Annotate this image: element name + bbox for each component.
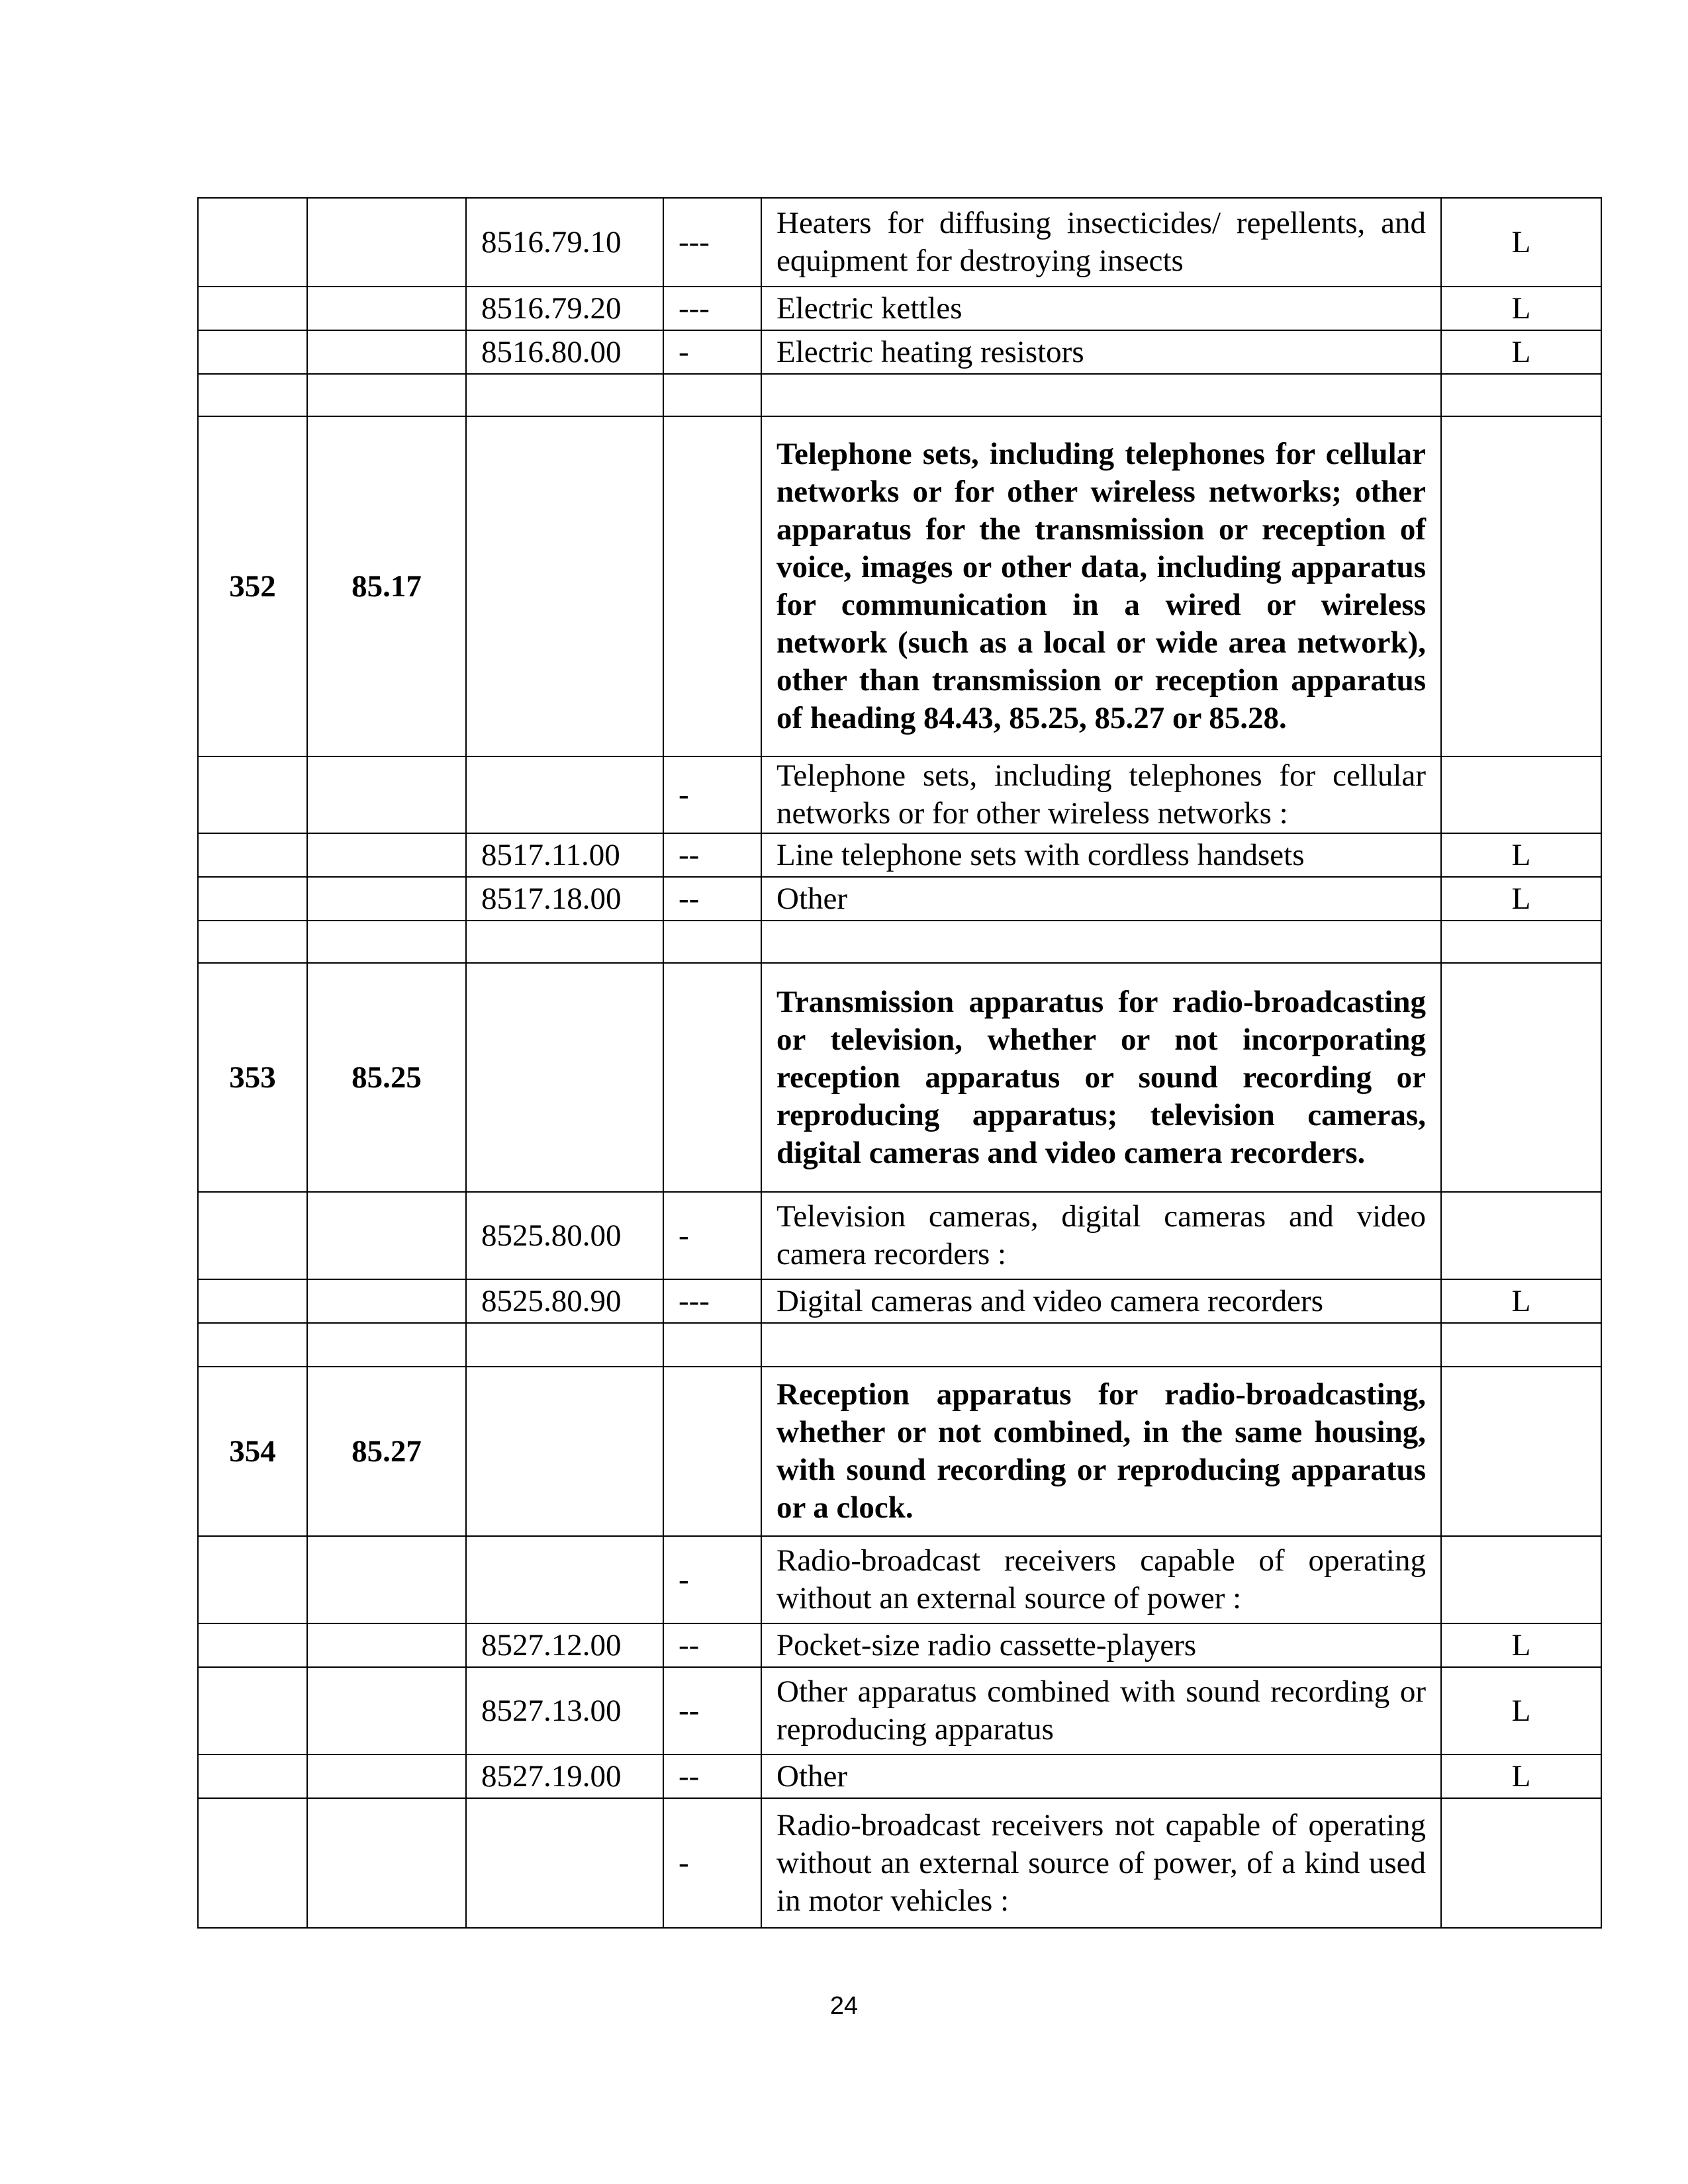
table-row — [198, 756, 1601, 833]
description-cell: Other apparatus combined with sound recording or reproducing apparatus — [761, 1667, 1441, 1754]
serial-number-cell — [198, 198, 307, 287]
tariff-table — [197, 197, 1602, 1929]
description-cell: Telephone sets, including telephones for cellular networks or for other wireless networks; other apparatus for the transmission or reception of voice, images or other data, including apparatus for communication in a wired or wireless network (such as a local or wide area network), other than transmission or reception apparatus of heading 84.43, 85.25, 85.27 or 85.28. — [761, 416, 1441, 756]
description-cell — [761, 374, 1441, 416]
category-code-cell — [1441, 963, 1601, 1192]
hs-code-cell: 8525.80.90 — [466, 1279, 663, 1323]
description-cell: Line telephone sets with cordless handsets — [761, 833, 1441, 877]
hs-code-cell — [466, 921, 663, 963]
hs-code-cell — [466, 1323, 663, 1367]
heading-cell — [307, 287, 466, 330]
table-row — [198, 1192, 1601, 1279]
dash-level-cell: -- — [663, 833, 761, 877]
heading-cell — [307, 198, 466, 287]
hs-code-cell — [466, 963, 663, 1192]
table-row — [198, 330, 1601, 374]
hs-code-cell: 8517.11.00 — [466, 833, 663, 877]
dash-level-cell: - — [663, 330, 761, 374]
category-code-cell: L — [1441, 1623, 1601, 1667]
serial-number-cell — [198, 756, 307, 833]
table-row — [198, 1754, 1601, 1798]
description-cell: Reception apparatus for radio-broadcasting, whether or not combined, in the same housing, with sound recording or reproducing apparatus or a clock. — [761, 1367, 1441, 1536]
hs-code-cell: 8525.80.00 — [466, 1192, 663, 1279]
dash-level-cell — [663, 1323, 761, 1367]
hs-code-cell — [466, 1536, 663, 1623]
category-code-cell: L — [1441, 198, 1601, 287]
description-cell: Other — [761, 1754, 1441, 1798]
description-cell: Electric kettles — [761, 287, 1441, 330]
description-cell: Television cameras, digital cameras and video camera recorders : — [761, 1192, 1441, 1279]
hs-code-cell: 8527.19.00 — [466, 1754, 663, 1798]
hs-code-cell: 8527.12.00 — [466, 1623, 663, 1667]
dash-level-cell: -- — [663, 1754, 761, 1798]
table-row — [198, 1323, 1601, 1367]
category-code-cell: L — [1441, 1667, 1601, 1754]
table-row — [198, 921, 1601, 963]
serial-number-cell — [198, 1323, 307, 1367]
description-cell: Pocket-size radio cassette-players — [761, 1623, 1441, 1667]
serial-number-cell: 353 — [198, 963, 307, 1192]
serial-number-cell — [198, 877, 307, 921]
dash-level-cell: --- — [663, 1279, 761, 1323]
heading-cell — [307, 833, 466, 877]
serial-number-cell — [198, 833, 307, 877]
heading-cell: 85.17 — [307, 416, 466, 756]
heading-cell: 85.27 — [307, 1367, 466, 1536]
serial-number-cell — [198, 1667, 307, 1754]
table-row — [198, 287, 1601, 330]
table-row — [198, 877, 1601, 921]
serial-number-cell — [198, 1754, 307, 1798]
heading-cell — [307, 1279, 466, 1323]
serial-number-cell: 352 — [198, 416, 307, 756]
hs-code-cell — [466, 1798, 663, 1928]
heading-cell — [307, 756, 466, 833]
dash-level-cell: - — [663, 756, 761, 833]
description-cell: Electric heating resistors — [761, 330, 1441, 374]
table-row — [198, 198, 1601, 287]
dash-level-cell: --- — [663, 287, 761, 330]
dash-level-cell: - — [663, 1536, 761, 1623]
category-code-cell — [1441, 416, 1601, 756]
description-cell — [761, 1323, 1441, 1367]
category-code-cell — [1441, 1536, 1601, 1623]
category-code-cell — [1441, 756, 1601, 833]
category-code-cell — [1441, 1323, 1601, 1367]
table-row — [198, 1536, 1601, 1623]
category-code-cell: L — [1441, 833, 1601, 877]
heading-cell — [307, 877, 466, 921]
dash-level-cell: -- — [663, 1667, 761, 1754]
heading-cell — [307, 330, 466, 374]
serial-number-cell — [198, 1623, 307, 1667]
table-row — [198, 1367, 1601, 1536]
serial-number-cell — [198, 1192, 307, 1279]
hs-code-cell: 8516.80.00 — [466, 330, 663, 374]
description-cell: Radio-broadcast receivers not capable of operating without an external source of power, of a kind used in motor vehicles : — [761, 1798, 1441, 1928]
heading-cell — [307, 921, 466, 963]
heading-cell — [307, 1623, 466, 1667]
heading-cell — [307, 1667, 466, 1754]
category-code-cell: L — [1441, 287, 1601, 330]
hs-code-cell — [466, 416, 663, 756]
dash-level-cell — [663, 416, 761, 756]
category-code-cell: L — [1441, 1754, 1601, 1798]
dash-level-cell: - — [663, 1798, 761, 1928]
heading-cell — [307, 374, 466, 416]
hs-code-cell: 8527.13.00 — [466, 1667, 663, 1754]
category-code-cell: L — [1441, 877, 1601, 921]
table-row — [198, 1798, 1601, 1928]
category-code-cell — [1441, 374, 1601, 416]
category-code-cell — [1441, 1192, 1601, 1279]
dash-level-cell: - — [663, 1192, 761, 1279]
hs-code-cell: 8516.79.10 — [466, 198, 663, 287]
dash-level-cell: -- — [663, 1623, 761, 1667]
description-cell: Radio-broadcast receivers capable of operating without an external source of power : — [761, 1536, 1441, 1623]
page-number: 24 — [829, 1992, 859, 2020]
heading-cell — [307, 1536, 466, 1623]
serial-number-cell — [198, 330, 307, 374]
description-cell: Digital cameras and video camera recorders — [761, 1279, 1441, 1323]
table-row — [198, 1279, 1601, 1323]
table-row — [198, 374, 1601, 416]
dash-level-cell — [663, 963, 761, 1192]
category-code-cell: L — [1441, 330, 1601, 374]
hs-code-cell — [466, 1367, 663, 1536]
serial-number-cell — [198, 1279, 307, 1323]
heading-cell — [307, 1192, 466, 1279]
category-code-cell — [1441, 1367, 1601, 1536]
serial-number-cell: 354 — [198, 1367, 307, 1536]
description-cell: Other — [761, 877, 1441, 921]
hs-code-cell: 8517.18.00 — [466, 877, 663, 921]
table-row — [198, 416, 1601, 756]
serial-number-cell — [198, 1798, 307, 1928]
heading-cell: 85.25 — [307, 963, 466, 1192]
dash-level-cell — [663, 374, 761, 416]
tariff-table-body — [198, 198, 1601, 1928]
serial-number-cell — [198, 1536, 307, 1623]
table-row — [198, 833, 1601, 877]
description-cell: Heaters for diffusing insecticides/ repellents, and equipment for destroying insects — [761, 198, 1441, 287]
description-cell: Telephone sets, including telephones for cellular networks or for other wireless networks : — [761, 756, 1441, 833]
serial-number-cell — [198, 374, 307, 416]
table-row — [198, 963, 1601, 1192]
serial-number-cell — [198, 287, 307, 330]
category-code-cell: L — [1441, 1279, 1601, 1323]
category-code-cell — [1441, 921, 1601, 963]
description-cell — [761, 921, 1441, 963]
hs-code-cell — [466, 756, 663, 833]
table-row — [198, 1667, 1601, 1754]
hs-code-cell: 8516.79.20 — [466, 287, 663, 330]
hs-code-cell — [466, 374, 663, 416]
table-row — [198, 1623, 1601, 1667]
description-cell: Transmission apparatus for radio-broadcasting or television, whether or not incorporating reception apparatus or sound recording or reproducing apparatus; television cameras, digital cameras and video camera recorders. — [761, 963, 1441, 1192]
dash-level-cell — [663, 921, 761, 963]
heading-cell — [307, 1798, 466, 1928]
dash-level-cell — [663, 1367, 761, 1536]
heading-cell — [307, 1754, 466, 1798]
serial-number-cell — [198, 921, 307, 963]
dash-level-cell: -- — [663, 877, 761, 921]
dash-level-cell: --- — [663, 198, 761, 287]
heading-cell — [307, 1323, 466, 1367]
category-code-cell — [1441, 1798, 1601, 1928]
